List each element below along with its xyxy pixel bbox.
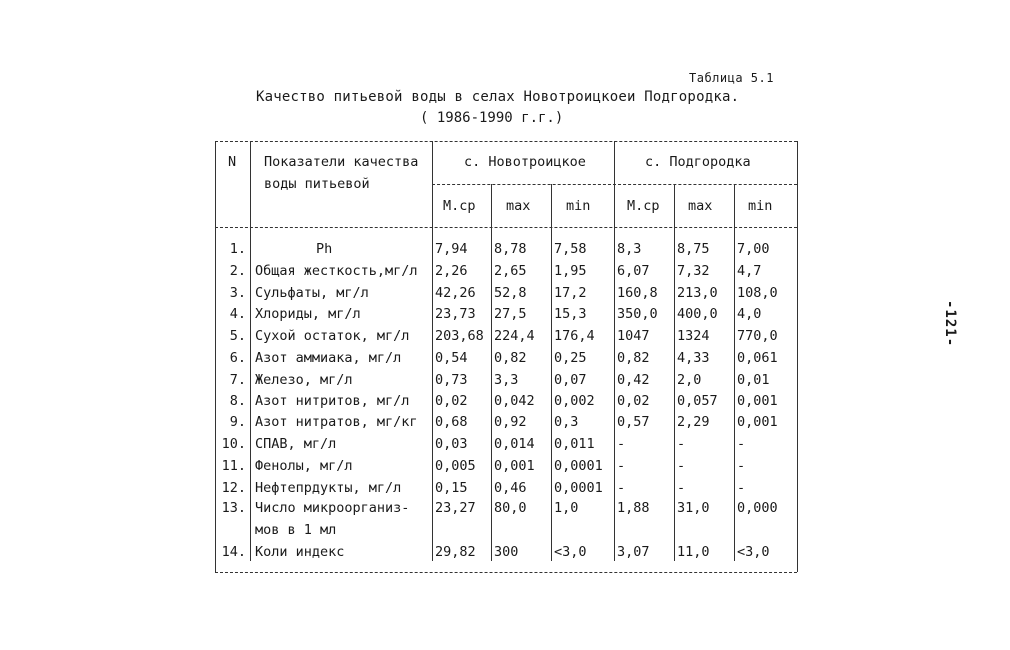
- row-village2-value: -: [677, 436, 686, 452]
- row-number: 14.: [221, 544, 246, 560]
- row-number: 5.: [229, 328, 246, 344]
- row-village2-value: 160,8: [617, 285, 658, 301]
- row-village1-value: 0,25: [554, 350, 587, 366]
- row-village2-value: 0,82: [617, 350, 650, 366]
- row-village1-value: 0,68: [435, 414, 468, 430]
- header-village2: с. Подгородка: [645, 154, 751, 170]
- row-village1-value: 7,94: [435, 241, 468, 257]
- row-village1-value: 0,54: [435, 350, 468, 366]
- row-village1-value: 52,8: [494, 285, 527, 301]
- row-indicator: Сухой остаток, мг/л: [255, 328, 410, 344]
- row-village1-value: 0,73: [435, 372, 468, 388]
- row-village2-value: 8,75: [677, 241, 710, 257]
- row-indicator: Хлориды, мг/л: [255, 306, 361, 322]
- row-village1-value: 0,001: [494, 458, 535, 474]
- row-village1-value: 224,4: [494, 328, 535, 344]
- header-v2-min: min: [748, 198, 773, 214]
- row-village2-value: 0,001: [737, 414, 778, 430]
- row-village2-value: 0,57: [617, 414, 650, 430]
- row-village1-value: 0,82: [494, 350, 527, 366]
- row-village2-value: 6,07: [617, 263, 650, 279]
- row-village2-value: 3,07: [617, 544, 650, 560]
- row-village1-value: 15,3: [554, 306, 587, 322]
- row-village2-value: -: [737, 458, 746, 474]
- header-v1-mcp: М.ср: [443, 198, 476, 214]
- table-bottom-border: [215, 572, 797, 573]
- header-indicator-line1: Показатели качества: [264, 154, 419, 170]
- col-n-divider: [250, 141, 251, 561]
- row-village1-value: 0,3: [554, 414, 579, 430]
- row-village1-value: 1,0: [554, 500, 579, 516]
- row-village2-value: 0,061: [737, 350, 778, 366]
- row-village1-value: 0,014: [494, 436, 535, 452]
- row-village1-value: 0,0001: [554, 480, 603, 496]
- header-separator: [215, 227, 797, 228]
- row-village1-value: 0,02: [435, 393, 468, 409]
- row-village2-value: -: [677, 458, 686, 474]
- row-village1-value: 0,46: [494, 480, 527, 496]
- row-village2-value: 4,0: [737, 306, 762, 322]
- row-village2-value: 0,42: [617, 372, 650, 388]
- row-indicator: Железо, мг/л: [255, 372, 353, 388]
- row-village2-value: -: [737, 436, 746, 452]
- row-village2-value: 770,0: [737, 328, 778, 344]
- row-indicator: Ph: [316, 241, 333, 257]
- row-village2-value: 1047: [617, 328, 650, 344]
- header-village1: с. Новотроицкое: [464, 154, 586, 170]
- row-village2-value: 8,3: [617, 241, 642, 257]
- row-village2-value: 0,001: [737, 393, 778, 409]
- row-indicator: Фенолы, мг/л: [255, 458, 353, 474]
- row-village1-value: 300: [494, 544, 519, 560]
- row-village2-value: 2,0: [677, 372, 702, 388]
- table-caption: Таблица 5.1: [689, 71, 774, 85]
- row-village1-value: <3,0: [554, 544, 587, 560]
- row-village1-value: 23,73: [435, 306, 476, 322]
- row-village1-value: 0,005: [435, 458, 476, 474]
- row-number: 11.: [221, 458, 246, 474]
- row-village1-value: 0,92: [494, 414, 527, 430]
- row-indicator: СПАВ, мг/л: [255, 436, 337, 452]
- row-number: 6.: [229, 350, 246, 366]
- v2-max-divider: [734, 184, 735, 561]
- row-village1-value: 8,78: [494, 241, 527, 257]
- row-village1-value: 0,042: [494, 393, 535, 409]
- row-number: 13.: [221, 500, 246, 516]
- row-village1-value: 0,15: [435, 480, 468, 496]
- row-village1-value: 1,95: [554, 263, 587, 279]
- row-village2-value: 1324: [677, 328, 710, 344]
- row-village2-value: -: [677, 480, 686, 496]
- row-indicator-cont: мов в 1 мл: [255, 522, 337, 538]
- row-village2-value: 0,02: [617, 393, 650, 409]
- row-village1-value: 42,26: [435, 285, 476, 301]
- row-village2-value: 11,0: [677, 544, 710, 560]
- row-village1-value: 176,4: [554, 328, 595, 344]
- row-village1-value: 7,58: [554, 241, 587, 257]
- header-v1-max: max: [506, 198, 531, 214]
- row-village1-value: 0,002: [554, 393, 595, 409]
- row-number: 2.: [229, 263, 246, 279]
- row-village2-value: <3,0: [737, 544, 770, 560]
- row-number: 4.: [229, 306, 246, 322]
- village-divider: [614, 141, 615, 561]
- header-v2-mcp: М.ср: [627, 198, 660, 214]
- document-title: Качество питьевой воды в селах Новотроицкоеи Подгородка.: [256, 89, 740, 105]
- row-village2-value: 2,29: [677, 414, 710, 430]
- v1-mcp-divider: [491, 184, 492, 561]
- table-right-border: [797, 141, 798, 572]
- row-indicator: Общая жесткость,мг/л: [255, 263, 418, 279]
- row-village2-value: 7,00: [737, 241, 770, 257]
- table-left-border: [215, 141, 216, 572]
- row-village1-value: 3,3: [494, 372, 519, 388]
- row-number: 8.: [229, 393, 246, 409]
- row-village2-value: 4,7: [737, 263, 762, 279]
- row-village2-value: 400,0: [677, 306, 718, 322]
- row-village2-value: 7,32: [677, 263, 710, 279]
- row-village1-value: 27,5: [494, 306, 527, 322]
- row-indicator: Число микроорганиз-: [255, 500, 410, 516]
- table-top-border: [215, 141, 797, 142]
- row-village2-value: -: [737, 480, 746, 496]
- row-village1-value: 2,65: [494, 263, 527, 279]
- header-n: N: [228, 154, 237, 170]
- row-village1-value: 0,03: [435, 436, 468, 452]
- row-indicator: Азот нитратов, мг/кг: [255, 414, 418, 430]
- row-village2-value: 108,0: [737, 285, 778, 301]
- row-village1-value: 17,2: [554, 285, 587, 301]
- row-number: 10.: [221, 436, 246, 452]
- row-indicator: Коли индекс: [255, 544, 345, 560]
- col-indicator-divider: [432, 141, 433, 561]
- row-village2-value: 0,057: [677, 393, 718, 409]
- row-village2-value: 31,0: [677, 500, 710, 516]
- row-number: 9.: [229, 414, 246, 430]
- row-indicator: Сульфаты, мг/л: [255, 285, 369, 301]
- row-indicator: Азот нитритов, мг/л: [255, 393, 410, 409]
- page-number: -121-: [942, 300, 958, 348]
- row-village2-value: 4,33: [677, 350, 710, 366]
- row-village2-value: -: [617, 480, 626, 496]
- row-number: 3.: [229, 285, 246, 301]
- v1-max-divider: [551, 184, 552, 561]
- header-v1-min: min: [566, 198, 591, 214]
- row-village1-value: 203,68: [435, 328, 484, 344]
- row-village2-value: 0,000: [737, 500, 778, 516]
- row-village2-value: 350,0: [617, 306, 658, 322]
- row-village1-value: 0,07: [554, 372, 587, 388]
- row-village2-value: 0,01: [737, 372, 770, 388]
- row-village2-value: -: [617, 458, 626, 474]
- row-indicator: Азот аммиака, мг/л: [255, 350, 402, 366]
- row-village1-value: 80,0: [494, 500, 527, 516]
- row-village1-value: 23,27: [435, 500, 476, 516]
- document-years: ( 1986-1990 г.г.): [420, 110, 564, 126]
- row-village2-value: -: [617, 436, 626, 452]
- row-village1-value: 2,26: [435, 263, 468, 279]
- row-number: 7.: [229, 372, 246, 388]
- row-village2-value: 213,0: [677, 285, 718, 301]
- row-number: 12.: [221, 480, 246, 496]
- row-village1-value: 0,0001: [554, 458, 603, 474]
- row-indicator: Нефтепрдукты, мг/л: [255, 480, 402, 496]
- row-village1-value: 0,011: [554, 436, 595, 452]
- header-indicator-line2: воды питьевой: [264, 176, 370, 192]
- header-v2-max: max: [688, 198, 713, 214]
- row-village2-value: 1,88: [617, 500, 650, 516]
- v2-mcp-divider: [674, 184, 675, 561]
- row-number: 1.: [229, 241, 246, 257]
- row-village1-value: 29,82: [435, 544, 476, 560]
